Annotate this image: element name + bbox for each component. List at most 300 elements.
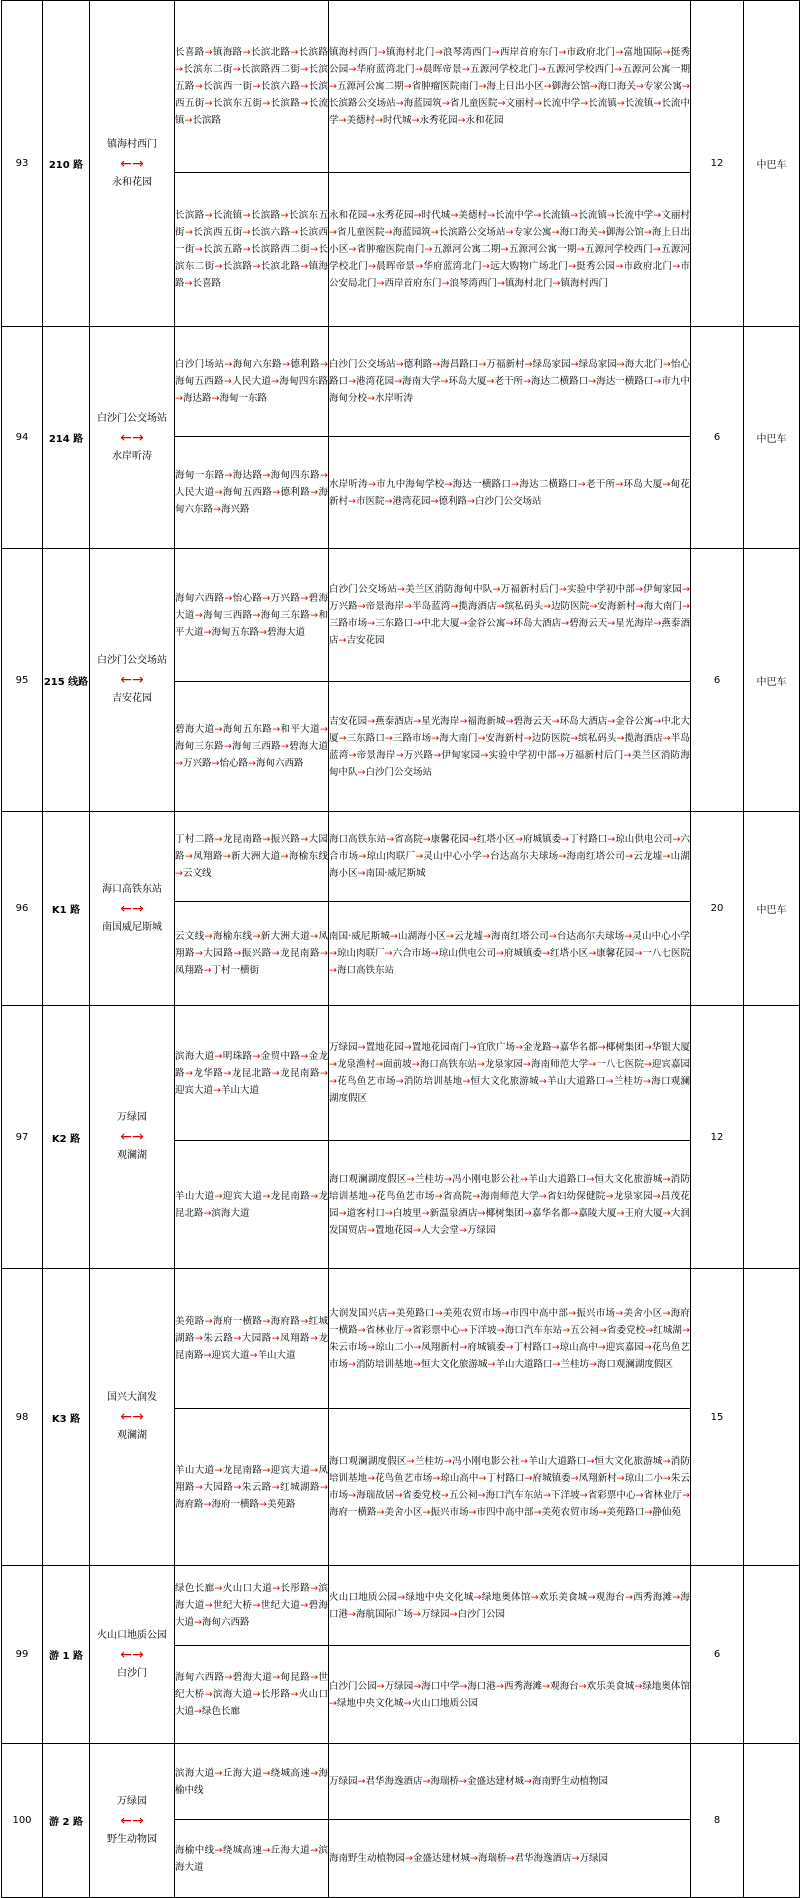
stop-name: 琼山二小 [375,1341,414,1353]
road-name: 金贸中路 [260,1050,301,1062]
route-arrow-icon: → [570,1207,579,1219]
stop-name: 远大购物广场北门 [489,261,569,272]
route-arrow-icon: → [387,1307,396,1319]
stop-name: 海南红塔公司 [490,931,549,942]
stop-name: 三东路口 [346,732,385,744]
stop-name: 凤翔新村 [421,1341,460,1353]
stop-name: 市政府北门 [566,47,616,58]
stop-name: 省彩票中心 [587,1490,636,1501]
road-name: 云文线 [182,868,212,879]
stop-name: 吉安花园 [346,635,385,646]
route-arrow-icon: → [473,1591,482,1603]
route-arrow-icon: → [576,244,585,255]
stop-name: 海瑞桥 [477,1853,507,1864]
route-arrow-icon: → [589,81,598,92]
stop-name: 大润发国兴店 [329,1307,388,1319]
route-arrow-icon: → [524,359,533,370]
terminal-to: 南国威尼斯城 [102,921,162,933]
terminal-from: 万绿园 [117,1112,147,1123]
stop-name: 欢乐美食城 [538,1591,588,1603]
route-arrow-icon: → [662,478,671,490]
road-name: 迎宾大道 [175,1084,214,1096]
stop-name: 省肿瘤医院南门 [356,244,425,255]
stop-name: 万绿园 [384,1680,414,1692]
route-arrow-icon: → [395,98,404,109]
route-arrow-icon: → [524,1473,533,1484]
route-arrow-icon: → [247,758,256,769]
route-arrow-icon: → [468,1507,477,1518]
stop-name: 碧海云天 [569,618,608,629]
route-arrow-icon: → [203,1207,212,1219]
route-arrow-icon: → [329,1697,337,1709]
stop-name: 海大南门 [643,601,683,612]
road-name: 世纪大桥 [212,1600,253,1611]
route-arrow-icon: → [477,732,486,744]
stop-name: 六合市场 [329,834,690,862]
route-arrow-icon: → [348,749,357,761]
stop-name: 省儿童医院 [449,98,498,109]
route-stops-cell [329,173,691,327]
route-arrow-icon: → [376,278,385,289]
stop-name: 迎宾嘉园 [605,1341,644,1353]
route-arrow-icon: → [662,851,671,862]
road-name: 金龙路 [175,1050,328,1079]
route-arrow-icon: → [413,1358,421,1370]
road-name: 碧海大道 [288,741,328,752]
route-arrow-icon: → [403,1042,412,1053]
stop-name: 华府蓝湾北门 [423,261,482,272]
route-arrow-icon: → [348,1358,356,1370]
road-name: 龙昆南路 [222,1464,263,1476]
route-arrow-icon: → [376,1507,385,1518]
stop-name: 琼山高中 [440,1473,479,1484]
route-arrow-icon: → [214,834,223,845]
stop-name: 永秀花园 [419,115,458,126]
route-arrow-icon: → [495,1680,504,1692]
stop-name: 置地花园南门 [411,1042,469,1053]
stop-name: 五源河公寓二期 [336,81,404,92]
stop-name: 丁村路口 [513,1341,552,1353]
route-arrow-icon: → [501,1307,510,1319]
stop-name: 白沙门公园 [457,1608,505,1620]
road-name: 海府路 [175,1498,204,1510]
route-arrow-icon: → [459,715,468,727]
vehicle-type-cell [744,1566,800,1744]
route-arrow-icon: → [271,1067,280,1079]
stop-name: 万绿园 [579,1853,608,1864]
route-arrow-icon: → [523,1776,532,1787]
stop-name: 星光海岸 [421,715,460,727]
route-arrow-icon: → [384,948,393,959]
stop-name: 省肿瘤医院南门 [411,81,479,92]
route-arrow-icon: → [310,244,319,255]
stop-name: 新温泉酒店 [429,1207,478,1219]
stop-name: 五公祠 [448,1490,478,1501]
stop-name: 三路市场 [392,732,432,744]
road-name: 海甸五东路 [222,724,273,735]
route-arrow-icon: → [597,227,606,238]
road-name: 迎宾大道 [211,1350,250,1361]
stop-name: 海瑞桥 [430,1776,459,1787]
route-arrow-icon: → [357,766,366,778]
stop-name: 台达高尔夫球场 [489,851,559,862]
stop-name: 观海台 [595,1591,626,1603]
vehicle-type-cell: 中巴车 [744,1,800,327]
route-arrow-icon: → [348,1608,356,1620]
route-arrow-icon: → [367,1224,375,1236]
road-name: 长滨六路 [260,81,301,92]
stop-name: 万福新村后门 [564,749,624,761]
road-name: 海甸三东路 [175,741,224,752]
stop-name: 燕泰酒店 [329,618,690,646]
route-roads-cell [175,1566,329,1646]
route-arrow-icon: → [194,244,203,255]
stop-name: 消防培训基地 [403,1076,463,1087]
route-arrow-icon: → [384,227,393,238]
stop-name: 海南野生动植物园 [329,1853,406,1864]
route-arrow-icon: → [310,487,319,498]
stop-name: 宜欣广场 [476,1042,516,1053]
route-arrow-icon: → [606,210,615,221]
route-arrow-icon: → [431,732,440,744]
stop-name: 琼山肉联厂 [336,948,385,959]
route-arrow-icon: → [422,834,431,845]
stop-name: 西秀海滩 [632,1591,673,1603]
road-name: 长滨北路 [260,261,301,272]
terminal-from: 镇海村西门 [107,138,157,150]
route-arrow-icon: → [396,584,405,595]
route-arrow-icon: → [459,1341,468,1353]
road-name: 云文线 [175,931,205,942]
road-name: 龙昆南路 [279,1067,320,1079]
route-arrow-icon: → [681,1490,690,1501]
route-arrow-icon: → [443,1173,452,1185]
table-row [2,327,800,437]
route-arrow-icon: → [194,1617,202,1628]
stop-name: 羊山大道路口 [528,1173,587,1185]
route-arrow-icon: → [414,64,423,75]
stop-name: 御海公馆 [605,227,644,238]
route-arrow-icon: → [376,1680,385,1692]
route-arrow-icon: → [384,495,393,507]
route-arrow-icon: → [468,1042,477,1053]
stop-name: 海上日出小区 [486,81,544,92]
route-arrow-icon: → [310,931,319,942]
road-name: 碧海大道 [175,724,215,735]
route-arrow-icon: → [252,609,261,621]
road-name: 振兴路 [241,948,272,959]
route-name-cell: K3 路 [43,1269,90,1566]
stop-name: 五公祠 [570,1324,599,1336]
stop-name: 晨晖帝景 [375,261,416,272]
stop-name: 白沙门公交场站 [329,359,396,370]
route-arrow-icon: → [486,376,495,387]
stop-name: 文丽村 [505,98,535,109]
stop-name: 伊甸家园 [441,749,481,761]
stop-name: 消防培训基地 [355,1358,413,1370]
stop-name: 缤私码头 [504,601,544,612]
stop-name: 五源河学校西门 [584,244,653,255]
road-name: 丁村二路 [175,834,215,845]
stop-name: 安海新村 [597,601,636,612]
route-arrow-icon: → [607,618,616,629]
vehicle-count-cell: 12 [691,1006,744,1269]
stop-name: 海达二横路口 [519,478,578,490]
stop-name: 海口中学 [421,1680,460,1692]
terminal-from: 海口高铁东站 [102,883,162,895]
route-arrow-icon: → [175,868,183,879]
stop-name: 美舍小区 [623,1307,663,1319]
road-name: 长滨五路 [202,244,243,255]
route-arrow-icon: → [607,834,616,845]
route-arrow-icon: → [252,261,261,272]
route-arrow-icon: → [204,1600,213,1611]
route-arrow-icon: → [252,1050,261,1062]
route-number-cell: 95 [2,549,43,812]
route-arrow-icon: → [367,478,376,490]
route-arrow-icon: → [487,1358,496,1370]
route-terminals-cell [90,1,175,327]
route-arrow-icon: → [523,732,532,744]
route-arrow-icon: → [534,98,543,109]
stop-name: 浪琴湾西门 [449,278,497,289]
stop-name: 燕泰酒店 [375,715,414,727]
route-arrow-icon: → [223,1067,232,1079]
road-name: 海甸五西路 [222,487,273,498]
route-arrow-icon: → [413,1680,422,1692]
route-arrow-icon: → [394,376,403,387]
route-arrow-icon: → [411,115,420,126]
stop-name: 府城镇委 [467,1341,506,1353]
route-arrow-icon: → [348,1490,357,1501]
stop-name: 省高院 [394,834,423,845]
route-arrow-icon: → [662,1207,671,1219]
route-arrow-icon: → [175,393,183,404]
route-arrow-icon: → [262,834,271,845]
route-arrow-icon: → [570,1473,579,1484]
route-arrow-icon: → [483,931,491,942]
route-arrow-icon: → [357,1042,366,1053]
route-arrow-icon: → [538,1076,547,1087]
stop-name: 老干所 [494,376,524,387]
route-arrow-icon: → [505,618,514,629]
route-arrow-icon: → [643,1076,651,1087]
vehicle-count-cell: 20 [691,812,744,1006]
stop-name: 大润发国贸店 [329,1207,690,1236]
route-arrow-icon: → [558,851,567,862]
route-arrow-icon: → [404,1324,413,1336]
route-arrow-icon: → [430,227,439,238]
stop-name: 西岸首府东门 [384,278,442,289]
stop-name: 美苑农贸市场 [541,1507,599,1518]
road-name: 海府路 [270,1316,301,1327]
route-arrow-icon: → [551,1042,560,1053]
road-name: 龙华路 [192,1067,224,1079]
route-arrow-icon: → [367,618,376,629]
route-arrow-icon: → [329,1059,337,1070]
route-arrow-icon: → [203,1350,212,1361]
route-arrow-icon: → [461,64,470,75]
route-arrow-icon: → [300,1050,309,1062]
road-name: 红城湖路 [175,1316,328,1344]
stop-name: 龙泉家园 [484,1059,524,1070]
route-arrow-icon: → [634,948,643,959]
stop-name: 府城镇委 [523,834,562,845]
road-name: 龙昆南路 [279,948,320,959]
route-arrow-icon: → [523,376,531,387]
route-arrow-icon: → [458,1224,467,1236]
stop-name: 朱云市场 [329,1473,690,1501]
route-arrow-icon: → [568,261,577,272]
route-arrow-icon: → [511,478,520,490]
route-arrow-icon: → [496,1324,505,1336]
route-arrow-icon: → [213,504,221,515]
route-arrow-icon: → [386,834,395,845]
route-arrow-icon: → [478,1473,487,1484]
stop-name: 五源河公寓一期 [622,64,690,75]
road-name: 丘海大道 [270,1844,311,1856]
route-arrow-icon: → [653,210,662,221]
stop-name: 面前坡 [383,1059,412,1070]
route-terminals-cell [90,327,175,549]
route-arrow-icon: → [310,1583,319,1594]
stop-name: 德利路 [438,495,467,507]
route-arrow-icon: → [271,948,280,959]
road-name: 海甸三西路 [202,609,253,621]
stop-name: 恒大文化旅游城 [594,1456,663,1467]
stop-name: 半岛蓝湾 [412,601,451,612]
route-arrow-icon: → [491,47,500,58]
stop-name: 迎宾嘉园 [651,1059,690,1070]
route-arrow-icon: → [252,1689,261,1700]
route-arrow-icon: → [214,1767,223,1779]
route-arrow-icon: → [446,931,455,942]
route-arrow-icon: → [441,98,450,109]
route-arrow-icon: → [300,592,309,604]
route-roads-cell [175,173,329,327]
route-arrow-icon: → [310,1464,319,1476]
route-arrow-icon: → [214,1050,223,1062]
stop-name: 御海公馆 [551,81,590,92]
road-name: 甸昆路 [280,1672,311,1683]
stop-name: 绿地中央文化城 [336,1697,404,1709]
route-stops-cell [329,1820,691,1898]
route-arrow-icon: → [262,1844,271,1856]
route-arrow-icon: → [459,1680,468,1692]
stop-name: 海达二横路口 [531,376,589,387]
stop-name: 南国·威尼斯城 [365,868,426,879]
route-arrow-icon: → [357,868,366,879]
route-arrow-icon: → [440,376,449,387]
table-row [2,549,800,682]
road-name: 新大洲大道 [260,931,311,942]
stop-name: 椰树集团 [605,1042,644,1053]
stop-name: 兰桂坊 [414,1456,444,1467]
route-roads-cell [175,327,329,437]
route-arrow-icon: → [568,1307,577,1319]
route-number-cell: 100 [2,1744,43,1898]
route-arrow-icon: → [184,1067,193,1079]
stop-name: 五源河学校北门 [469,64,538,75]
route-arrow-icon: → [367,1190,376,1202]
route-arrow-icon: → [653,376,662,387]
route-arrow-icon: → [222,851,231,862]
route-arrow-icon: → [672,1591,681,1603]
stop-name: 长流中学 [614,210,654,221]
route-arrow-icon: → [271,1333,280,1344]
stop-name: 市四中高中部 [509,1307,569,1319]
stop-name: 海航国际广场 [355,1608,413,1620]
route-arrow-icon: → [262,1316,271,1327]
route-arrow-icon: → [457,115,466,126]
road-name: 海甸六东路 [175,487,328,515]
route-arrow-icon: → [616,98,625,109]
stop-name: 君华海逸酒店 [365,1776,423,1787]
route-arrow-icon: → [441,278,450,289]
stop-name: 六合市场 [392,948,431,959]
route-arrow-icon: → [389,931,398,942]
route-arrow-icon: → [434,1307,443,1319]
stop-name: 康馨花园 [430,834,469,845]
stop-name: 长流中学 [495,210,534,221]
route-arrow-icon: → [348,244,357,255]
route-arrow-icon: → [403,81,412,92]
stop-name: 水岸听涛 [329,478,368,490]
route-arrow-icon: → [213,1084,221,1096]
road-name: 长滨路 [250,210,281,221]
stop-name: 海口高铁东站 [329,834,387,845]
route-arrow-icon: → [506,1853,515,1864]
road-name: 白沙门场站 [175,359,225,370]
road-name: 长滨路 [298,47,328,58]
stop-name: 五源河学校北门 [329,244,690,272]
route-arrow-icon: → [571,1853,580,1864]
stop-name: 长流中学 [329,98,690,126]
route-arrow-icon: → [338,732,347,744]
vehicle-type-cell: 中巴车 [744,812,800,1006]
stop-name: 椰树集团 [485,1207,524,1219]
route-arrow-icon: → [233,1481,242,1493]
route-arrow-icon: → [233,948,242,959]
stop-name: 嘉陵大厦 [578,1207,617,1219]
road-name: 美苑路 [266,1498,296,1510]
stop-name: 环岛大厦 [623,478,663,490]
route-arrow-icon: → [515,1042,523,1053]
route-arrow-icon: → [242,210,251,221]
road-name: 镇海路 [212,47,243,58]
route-arrow-icon: → [558,584,567,595]
stop-name: 花鸟鱼艺市场 [375,1473,433,1484]
road-name: 大园路 [202,948,234,959]
terminal-to: 观澜湖 [117,1150,147,1161]
stop-name: 万福新村后门 [500,584,559,595]
stop-name: 港湾花园 [356,376,395,387]
road-name: 振兴路 [270,834,301,845]
stop-name: 红塔小区 [476,834,516,845]
route-arrow-icon: → [481,851,490,862]
route-arrow-icon: → [395,749,404,761]
road-name: 长滨东五街 [175,210,328,238]
stop-name: 海口高铁东站 [336,965,394,976]
route-arrow-icon: → [214,1844,223,1856]
road-name: 海甸六西路 [255,758,304,769]
route-terminals-cell [90,812,175,1006]
route-arrow-icon: → [214,1190,223,1202]
stop-name: 白坡里 [392,1207,422,1219]
road-name: 万兴路 [270,592,301,604]
road-name: 海甸五东路 [211,626,259,638]
route-arrow-icon: → [652,244,661,255]
